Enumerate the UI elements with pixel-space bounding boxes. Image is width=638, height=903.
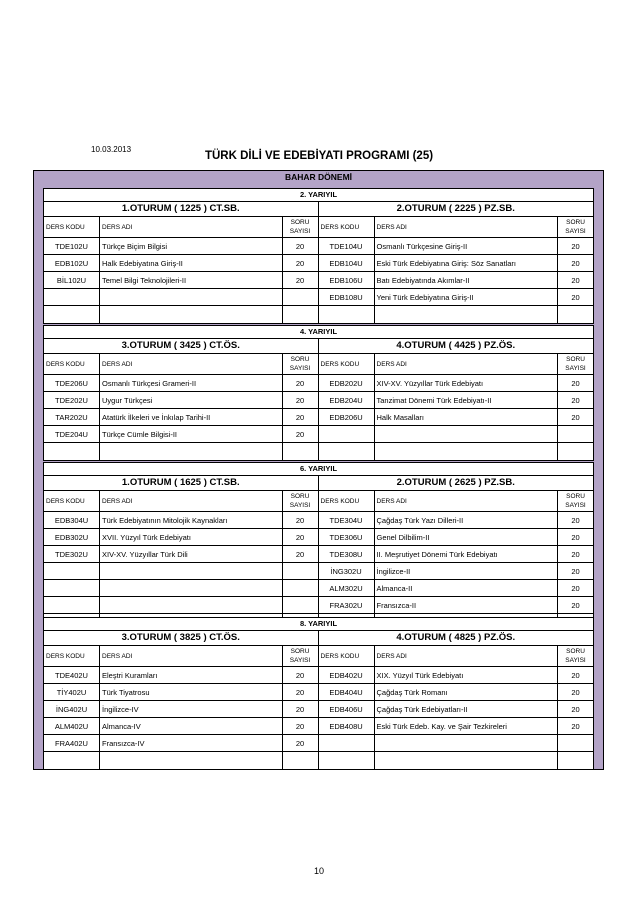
course-name: XIV-XV. Yüzyıllar Türk Dili (100, 546, 283, 562)
question-count: 20 (571, 378, 580, 388)
course-name: Temel Bilgi Teknolojileri-II (100, 272, 283, 288)
course-name (100, 563, 283, 579)
course-code: EDB102U (44, 255, 100, 271)
header-course-name: DERS ADI (100, 646, 283, 666)
course-code: EDB302U (44, 529, 100, 545)
course-name: Halk Edebiyatına Giriş-II (100, 255, 283, 271)
header-question-count-line2: SAYISI (565, 365, 586, 372)
course-code: EDB108U (319, 289, 375, 305)
course-code: İNG302U (319, 563, 375, 579)
course-name: Halk Masalları (375, 409, 559, 425)
column-header-row (44, 354, 318, 375)
table-row (319, 306, 594, 323)
question-count: 20 (571, 704, 580, 714)
header-course-code: DERS KODU (319, 646, 375, 666)
course-code: EDB204U (319, 392, 375, 408)
course-code: TDE402U (44, 667, 100, 683)
semester-label: 6. YARIYIL (44, 463, 593, 476)
question-count: 20 (295, 549, 305, 559)
header-question-count (558, 354, 593, 374)
course-code: EDB206U (319, 409, 375, 425)
question-count: 20 (571, 687, 580, 697)
question-count: 20 (295, 670, 305, 680)
question-count (283, 580, 318, 596)
course-code (319, 306, 375, 323)
question-count (283, 597, 318, 613)
header-course-name: DERS ADI (375, 354, 559, 374)
header-question-count (283, 217, 318, 237)
question-count: 20 (571, 275, 580, 285)
header-course-code: DERS KODU (44, 217, 100, 237)
table-row (44, 667, 318, 684)
question-count (558, 426, 593, 442)
table-row (44, 306, 318, 323)
document-date: 10.03.2013 (91, 145, 132, 154)
course-name: XIX. Yüzyıl Türk Edebiyatı (375, 667, 559, 683)
table-row (319, 580, 594, 597)
header-question-count-line2: SAYISI (565, 502, 586, 509)
course-code: ALM402U (44, 718, 100, 734)
table-row (319, 563, 594, 580)
course-name (100, 597, 283, 613)
question-count (558, 306, 593, 323)
header-course-name: DERS ADI (375, 491, 559, 511)
header-question-count-line2: SAYISI (289, 228, 311, 235)
question-count: 20 (571, 515, 580, 525)
course-code: EDB304U (44, 512, 100, 528)
table-row (319, 409, 594, 426)
course-code: TDE302U (44, 546, 100, 562)
question-count (558, 443, 593, 460)
course-code (44, 563, 100, 579)
course-name (100, 580, 283, 596)
term-frame (33, 170, 604, 770)
header-course-code: DERS KODU (319, 491, 375, 511)
session-title: 1.OTURUM ( 1625 ) CT.SB. (44, 476, 318, 491)
question-count: 20 (295, 429, 305, 439)
session-left (44, 476, 319, 631)
course-code: BİL102U (44, 272, 100, 288)
course-name: Türk Edebiyatının Mitolojik Kaynakları (100, 512, 283, 528)
session-title: 1.OTURUM ( 1225 ) CT.SB. (44, 202, 318, 217)
column-header-row (44, 217, 318, 238)
session-title: 4.OTURUM ( 4825 ) PZ.ÖS. (319, 631, 594, 646)
question-count: 20 (295, 258, 305, 268)
course-code (319, 443, 375, 460)
course-code (319, 426, 375, 442)
course-code: EDB404U (319, 684, 375, 700)
question-count: 20 (295, 721, 305, 731)
question-count (283, 443, 318, 460)
question-count: 20 (571, 241, 580, 251)
table-row (319, 735, 594, 752)
session-title: 4.OTURUM ( 4425 ) PZ.ÖS. (319, 339, 594, 354)
course-name: İngilizce-II (375, 563, 559, 579)
course-code: TDE202U (44, 392, 100, 408)
session-left (44, 339, 319, 460)
course-code: ALM302U (319, 580, 375, 596)
session-title: 2.OTURUM ( 2225 ) PZ.SB. (319, 202, 594, 217)
question-count (558, 735, 593, 751)
table-row (44, 752, 318, 769)
course-name: Çağdaş Türk Romanı (375, 684, 559, 700)
table-row (44, 580, 318, 597)
session-right (319, 339, 594, 460)
course-name: Türkçe Cümle Bilgisi-II (100, 426, 283, 442)
session-columns (44, 476, 593, 631)
course-name: Almanca-IV (100, 718, 283, 734)
question-count: 20 (571, 412, 580, 422)
course-name (375, 426, 559, 442)
course-name: Osmanlı Türkçesi Grameri-II (100, 375, 283, 391)
table-row (319, 238, 594, 255)
table-row (319, 426, 594, 443)
table-row (44, 563, 318, 580)
course-name: Fransızca-IV (100, 735, 283, 751)
course-code: TAR202U (44, 409, 100, 425)
header-question-count-line1: SORU (290, 493, 310, 500)
table-row (319, 255, 594, 272)
question-count: 20 (571, 532, 580, 542)
course-code: TDE308U (319, 546, 375, 562)
table-row (319, 375, 594, 392)
table-row (319, 718, 594, 735)
course-code (44, 289, 100, 305)
column-header-row (319, 354, 594, 375)
session-left (44, 631, 319, 769)
question-count: 20 (295, 704, 305, 714)
question-count (283, 289, 318, 305)
header-course-code: DERS KODU (44, 491, 100, 511)
header-question-count-line1: SORU (566, 648, 585, 655)
question-count: 20 (571, 566, 580, 576)
course-code (319, 752, 375, 769)
course-name (375, 735, 559, 751)
course-name: Eski Türk Edebiyatına Giriş: Söz Sanatları (375, 255, 559, 271)
course-code: EDB408U (319, 718, 375, 734)
term-title: BAHAR DÖNEMİ (284, 172, 353, 182)
course-name (375, 443, 559, 460)
table-row (44, 289, 318, 306)
header-question-count-line1: SORU (290, 648, 310, 655)
question-count: 20 (571, 670, 580, 680)
course-code: EDB104U (319, 255, 375, 271)
course-name (100, 306, 283, 323)
question-count: 20 (571, 258, 580, 268)
session-columns (44, 339, 593, 460)
header-question-count-line2: SAYISI (565, 657, 586, 664)
course-name: Tanzimat Dönemi Türk Edebiyatı-II (375, 392, 559, 408)
table-row (44, 272, 318, 289)
header-course-name: DERS ADI (100, 354, 283, 374)
header-course-code: DERS KODU (319, 354, 375, 374)
semester-block (43, 188, 594, 324)
header-question-count-line2: SAYISI (289, 502, 311, 509)
course-name: Eleştri Kuramları (100, 667, 283, 683)
header-question-count (558, 491, 593, 511)
page-number: 10 (313, 866, 324, 876)
table-row (319, 752, 594, 769)
semester-label: 4. YARIYIL (44, 326, 593, 339)
course-name: Genel Dilbilim-II (375, 529, 559, 545)
table-row (319, 597, 594, 614)
course-name: Atatürk İlkeleri ve İnkılap Tarihi-II (100, 409, 283, 425)
page-title: TÜRK DİLİ VE EDEBİYATI PROGRAMI (25) (204, 150, 434, 162)
table-row (44, 443, 318, 460)
header-course-name: DERS ADI (375, 646, 559, 666)
header-question-count-line2: SAYISI (289, 657, 311, 664)
question-count: 20 (295, 738, 305, 748)
course-code (319, 735, 375, 751)
header-question-count (558, 646, 593, 666)
table-row (44, 597, 318, 614)
table-row (44, 529, 318, 546)
course-code: EDB202U (319, 375, 375, 391)
header-question-count-line1: SORU (566, 493, 585, 500)
course-code: TDE304U (319, 512, 375, 528)
course-code: EDB402U (319, 667, 375, 683)
table-row (319, 512, 594, 529)
question-count: 20 (571, 600, 580, 610)
course-name: Fransızca-II (375, 597, 559, 613)
header-course-code: DERS KODU (44, 646, 100, 666)
header-question-count (283, 354, 318, 374)
course-name: Çağdaş Türk Yazı Dilleri-II (375, 512, 559, 528)
session-right (319, 476, 594, 631)
session-columns (44, 202, 593, 323)
course-name: Çağdaş Türk Edebiyatları-II (375, 701, 559, 717)
question-count: 20 (295, 395, 305, 405)
header-question-count-line1: SORU (290, 219, 310, 226)
question-count (283, 306, 318, 323)
course-code: TİY402U (44, 684, 100, 700)
semester-block (43, 617, 594, 770)
column-header-row (319, 646, 594, 667)
header-question-count (283, 491, 318, 511)
question-count: 20 (295, 515, 305, 525)
course-code (44, 752, 100, 769)
table-row (319, 392, 594, 409)
session-left (44, 202, 319, 323)
header-question-count-line2: SAYISI (565, 228, 586, 235)
table-row (319, 546, 594, 563)
table-row (319, 443, 594, 460)
question-count: 20 (295, 532, 305, 542)
header-course-name: DERS ADI (100, 491, 283, 511)
question-count: 20 (571, 549, 580, 559)
table-row (44, 392, 318, 409)
semester-block (43, 462, 594, 632)
table-row (319, 529, 594, 546)
question-count: 20 (295, 275, 305, 285)
table-row (319, 289, 594, 306)
question-count (558, 752, 593, 769)
question-count: 20 (295, 241, 305, 251)
table-row (44, 718, 318, 735)
column-header-row (44, 491, 318, 512)
question-count: 20 (295, 687, 305, 697)
course-code: FRA402U (44, 735, 100, 751)
course-name: Eski Türk Edeb. Kay. ve Şair Tezkireleri (375, 718, 559, 734)
course-name: Almanca-II (375, 580, 559, 596)
table-row (44, 255, 318, 272)
header-question-count-line1: SORU (566, 219, 585, 226)
header-question-count (558, 217, 593, 237)
course-code (44, 580, 100, 596)
course-name: Batı Edebiyatında Akımlar-II (375, 272, 559, 288)
question-count: 20 (571, 721, 580, 731)
table-row (44, 409, 318, 426)
course-name: Osmanlı Türkçesine Giriş-II (375, 238, 559, 254)
question-count (283, 752, 318, 769)
session-title: 3.OTURUM ( 3825 ) CT.ÖS. (44, 631, 318, 646)
course-code: TDE204U (44, 426, 100, 442)
session-columns (44, 631, 593, 769)
table-row (44, 684, 318, 701)
course-name (100, 289, 283, 305)
header-course-code: DERS KODU (319, 217, 375, 237)
course-code: EDB106U (319, 272, 375, 288)
course-code: TDE104U (319, 238, 375, 254)
question-count: 20 (571, 292, 580, 302)
table-row (44, 735, 318, 752)
header-course-code: DERS KODU (44, 354, 100, 374)
semester-label: 8. YARIYIL (44, 618, 593, 631)
course-name: Uygur Türkçesi (100, 392, 283, 408)
session-right (319, 202, 594, 323)
semester-block (43, 325, 594, 461)
course-name: Türk Tiyatrosu (100, 684, 283, 700)
course-name (375, 752, 559, 769)
course-code: İNG402U (44, 701, 100, 717)
question-count (283, 563, 318, 579)
course-name (100, 443, 283, 460)
course-code: FRA302U (319, 597, 375, 613)
header-question-count-line1: SORU (290, 356, 310, 363)
session-right (319, 631, 594, 769)
table-row (319, 667, 594, 684)
question-count: 20 (571, 395, 580, 405)
table-row (44, 238, 318, 255)
table-row (44, 426, 318, 443)
table-row (319, 701, 594, 718)
table-row (44, 546, 318, 563)
course-code (44, 597, 100, 613)
course-name (100, 752, 283, 769)
course-code: TDE306U (319, 529, 375, 545)
header-course-name: DERS ADI (100, 217, 283, 237)
session-title: 2.OTURUM ( 2625 ) PZ.SB. (319, 476, 594, 491)
header-question-count-line2: SAYISI (289, 365, 311, 372)
table-row (319, 272, 594, 289)
course-name: II. Meşrutiyet Dönemi Türk Edebiyatı (375, 546, 559, 562)
column-header-row (319, 491, 594, 512)
table-row (44, 375, 318, 392)
question-count: 20 (571, 583, 580, 593)
semester-label: 2. YARIYIL (44, 189, 593, 202)
header-question-count (283, 646, 318, 666)
course-code: TDE206U (44, 375, 100, 391)
question-count: 20 (295, 378, 305, 388)
course-code (44, 306, 100, 323)
course-name: İngilizce-IV (100, 701, 283, 717)
course-name (375, 306, 559, 323)
column-header-row (44, 646, 318, 667)
course-name: XVII. Yüzyıl Türk Edebiyatı (100, 529, 283, 545)
table-row (44, 701, 318, 718)
course-name: XIV-XV. Yüzyıllar Türk Edebiyatı (375, 375, 559, 391)
column-header-row (319, 217, 594, 238)
course-name: Yeni Türk Edebiyatına Giriş-II (375, 289, 559, 305)
course-code: TDE102U (44, 238, 100, 254)
header-question-count-line1: SORU (566, 356, 585, 363)
table-row (319, 684, 594, 701)
session-title: 3.OTURUM ( 3425 ) CT.ÖS. (44, 339, 318, 354)
table-row (44, 512, 318, 529)
course-code: EDB406U (319, 701, 375, 717)
course-code (44, 443, 100, 460)
course-name: Türkçe Biçim Bilgisi (100, 238, 283, 254)
header-course-name: DERS ADI (375, 217, 559, 237)
question-count: 20 (295, 412, 305, 422)
